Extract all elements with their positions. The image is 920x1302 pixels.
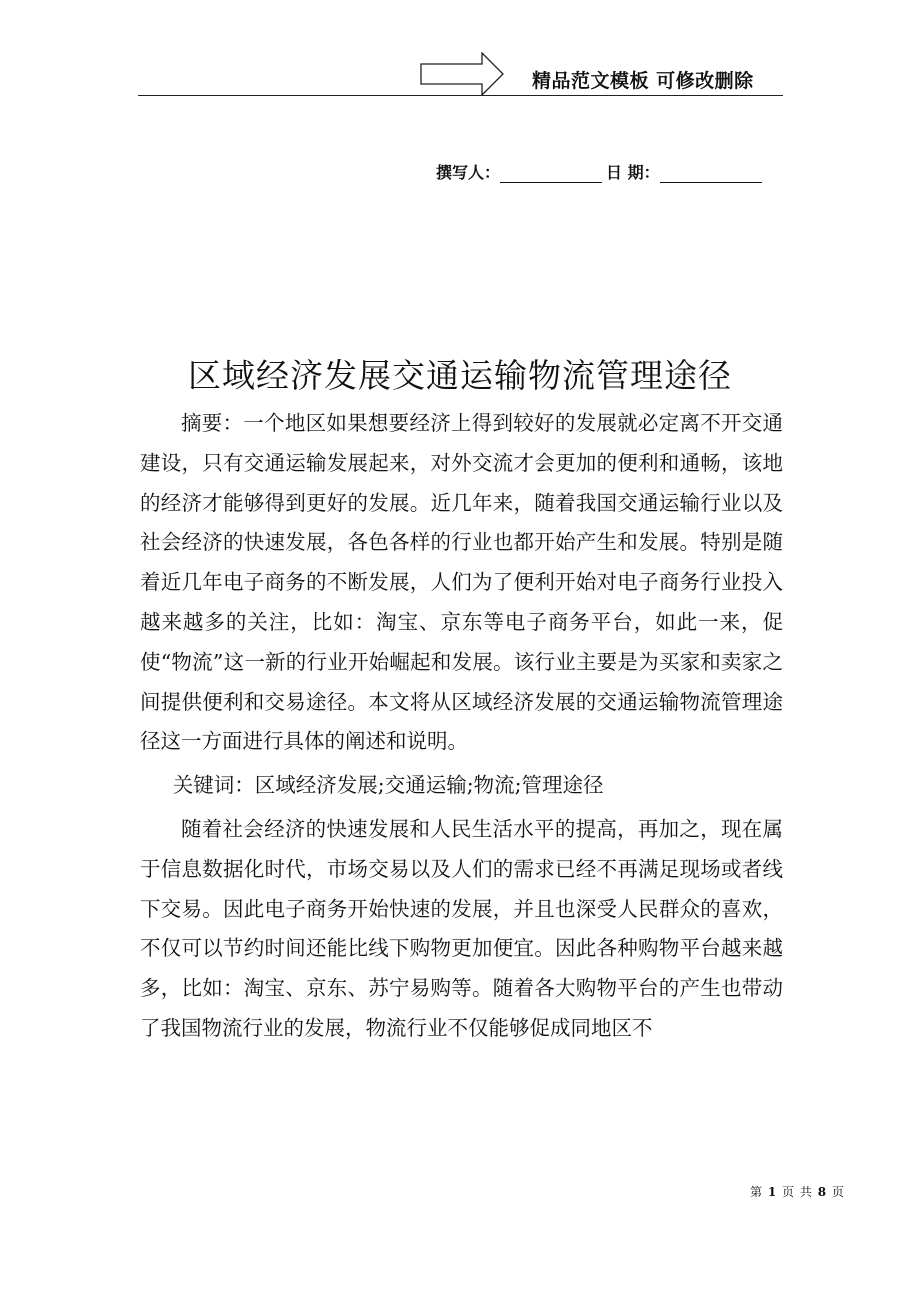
document-title: 区域经济发展交通运输物流管理途径 — [188, 356, 732, 396]
total-pages-number: 8 — [817, 1185, 828, 1199]
footer-middle: 页 共 — [782, 1185, 813, 1199]
author-label: 撰写人： — [436, 163, 501, 182]
page-footer — [750, 1183, 845, 1200]
current-page-number: 1 — [767, 1185, 778, 1199]
right-arrow-icon — [420, 52, 504, 96]
document-body — [140, 404, 783, 1049]
header-label: 精品范文模板 可修改删除 — [532, 70, 754, 92]
date-label: 日 期： — [606, 163, 660, 182]
author-field[interactable] — [500, 164, 602, 183]
header-divider — [138, 95, 783, 96]
footer-prefix: 第 — [750, 1185, 764, 1199]
byline — [436, 160, 762, 183]
intro-paragraph: 随着社会经济的快速发展和人民生活水平的提高，再加之，现在属于信息数据化时代，市场交易以及人们的需求已经不再满足现场或者线下交易。因此电子商务开始快速的发展，并且也深受人民群众的喜欢，不仅可以节约时间还能比线下购物更加便宜。因此各种购物平台越来越多，比如：淘宝、京东、苏宁易购等。随着各大购物平台的产生也带动了我国物流行业的发展，物流行业不仅能够促成同地区不 — [140, 816, 783, 1040]
footer-suffix: 页 — [831, 1185, 845, 1199]
date-field[interactable] — [660, 164, 762, 183]
keywords-paragraph: 关键词：区域经济发展;交通运输;物流;管理途径 — [172, 773, 604, 798]
abstract-paragraph: 摘要：一个地区如果想要经济上得到较好的发展就必定离不开交通建设，只有交通运输发展起来，对外交流才会更加的便利和通畅，该地的经济才能够得到更好的发展。近几年来，随着我国交通运输行业以及社会经济的快速发展，各色各样的行业也都开始产生和发展。特别是随着近几年电子商务的不断发展，人们为了便利开始对电子商务行业投入越来越多的关注，比如：淘宝、京东等电子商务平台，如此一来，促使“物流”这一新的行业开始崛起和发展。该行业主要是为买家和卖家之间提供便利和交易途径。本文将从区域经济发展的交通运输物流管理途径这一方面进行具体的阐述和说明。 — [140, 411, 783, 754]
